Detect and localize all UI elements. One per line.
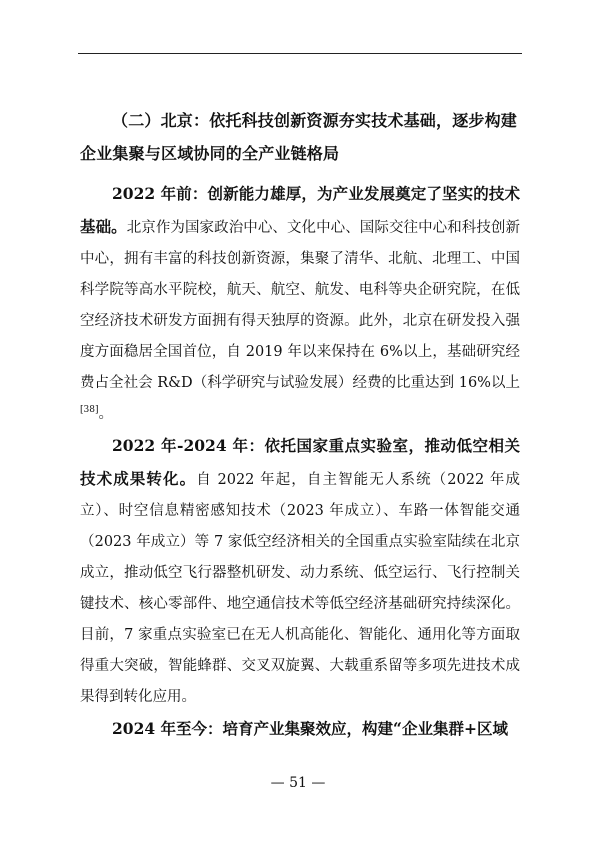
paragraph-body: 北京作为国家政治中心、文化中心、国际交往中心和科技创新中心，拥有丰富的科技创新资源，集聚了清华、北航、北理工、中国科学院等高水平院校，航天、航空、航发、电科等央企研究院，在低空经济技术研发方面拥有得天独厚的资源。此外，北京在研发投入强度方面稳居全国首位，自 2019 年以来保持在 6%以上，基础研究经费占全社会 R&D（科学研究与试验发展）经费的比重达到 16%以上 [80, 220, 520, 391]
paragraph-2022-2024 [80, 430, 520, 713]
paragraph-pre-2022 [80, 178, 520, 430]
citation-ref: [38] [80, 405, 99, 416]
header-rule [78, 53, 522, 54]
paragraph-lead: 2022 年前：创新能力雄厚，为产业发展奠定了坚实的技术基础。 [80, 184, 520, 236]
paragraph-2024-now [80, 713, 520, 746]
page-number: — 51 — [270, 775, 326, 791]
section-heading: （二）北京：依托科技创新资源夯实技术基础，逐步构建企业集聚与区域协同的全产业链格局 [80, 111, 518, 163]
paragraph-tail: 。 [98, 406, 113, 422]
paragraph-lead: 2024 年至今：培育产业集聚效应，构建“企业集群+区域 [112, 719, 508, 738]
paragraph-lead: 2022 年-2024 年：依托国家重点实验室，推动低空相关技术成果转化。 [80, 436, 520, 488]
paragraph-body: 自 2022 年起，自主智能无人系统（2022 年成立）、时空信息精密感知技术（2023 年成立）、车路一体智能交通（2023 年成立）等 7 家低空经济相关的全国重点实验室陆续在北京成立，推动低空飞行器整机研发、动力系统、低空运行、飞行控制关键技术、核心零部件、地空通信技术等低空经济基础研究持续深化。目前，7 家重点实验室已在无人机高能化、智能化、通用化等方面取得重大突破，智能蜂群、交叉双旋翼、大载重系留等多项先进技术成果得到转化应用。 [80, 472, 520, 705]
document-body [80, 104, 520, 746]
